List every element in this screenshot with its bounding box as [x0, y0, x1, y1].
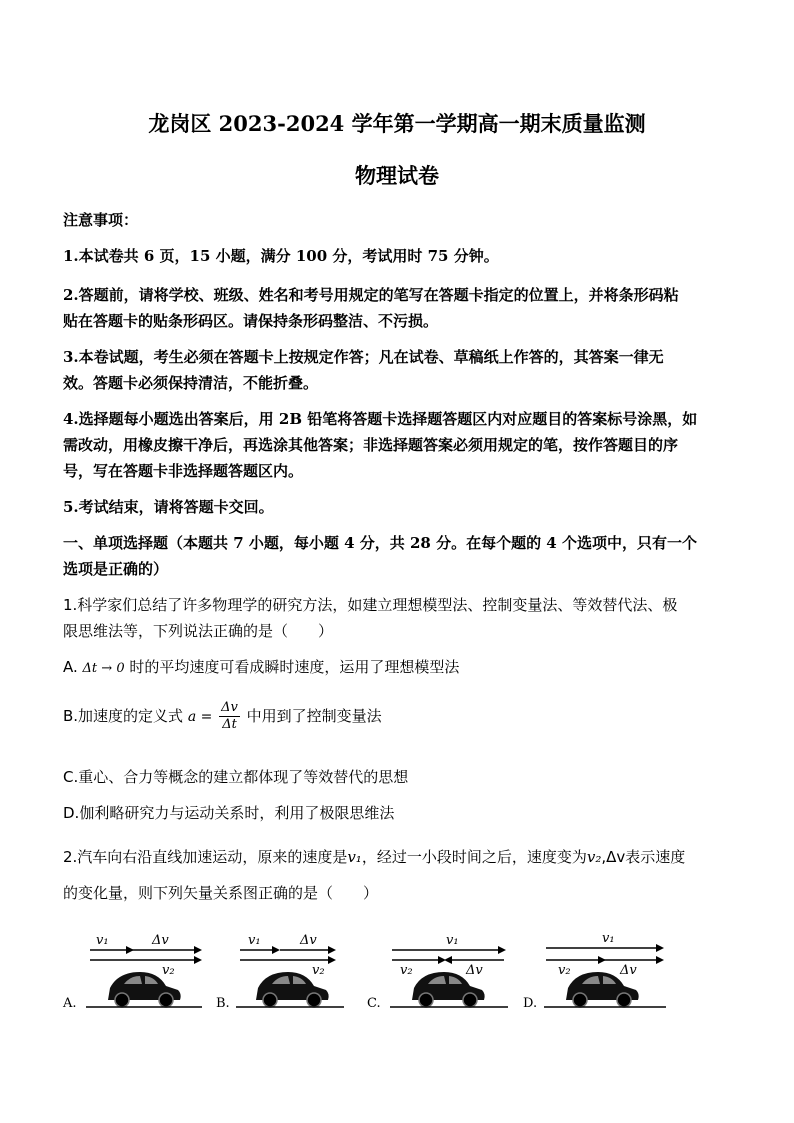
v1-label: v₁ [446, 933, 459, 948]
q2-stem-part: ，经过一小段时间之后，速度变为 [361, 848, 587, 866]
notice-item: 1.本试卷共 6 页，15 小题，满分 100 分，考试用时 75 分钟。 [63, 247, 499, 265]
option-b-lhs: a = [187, 709, 213, 725]
question-1-option-d: D.伽利略研究力与运动关系时，利用了极限思维法 [63, 804, 395, 822]
q2-stem-part: 2.汽车向右沿直线加速运动，原来的速度是 [63, 848, 348, 866]
exam-title: 龙岗区 2023-2024 学年第一学期高一期末质量监测 [148, 111, 646, 136]
notice-item: 号，写在答题卡非选择题答题区内。 [63, 462, 304, 480]
notice-item: 效。答题卡必须保持清洁，不能折叠。 [63, 374, 319, 392]
q2-option-c-label: C. [367, 996, 381, 1011]
option-b-text: 中用到了控制变量法 [246, 707, 382, 725]
vector-arrows [240, 946, 336, 964]
exam-subtitle: 物理试卷 [355, 163, 439, 188]
notice-item: 2.答题前，请将学校、班级、姓名和考号用规定的笔写在答题卡指定的位置上，并将条形码粘 [63, 286, 679, 304]
v2-label: v₂ [558, 963, 571, 978]
question-1-option-a [63, 656, 459, 677]
option-b-fraction [219, 700, 240, 733]
option-b-prefix: B.加速度的定义式 [63, 707, 184, 725]
dv-label: Δv [152, 933, 169, 948]
q2-option-b-diagram [236, 930, 344, 1010]
notice-item: 需改动，用橡皮擦干净后，再选涂其他答案；非选择题答案必须用规定的笔，按作答题目的序 [63, 436, 679, 454]
fraction-denominator: Δt [222, 717, 237, 732]
vector-arrows [392, 946, 506, 964]
dv-label: Δv [620, 963, 637, 978]
q2-option-b-label: B. [216, 996, 230, 1011]
q2-stem-part: ,Δv表示速度 [601, 848, 686, 866]
question-2-stem-cont: 的变化量，则下列矢量关系图正确的是（ ） [63, 884, 379, 902]
q2-option-d-diagram [544, 926, 666, 1010]
q2-option-a-label: A. [63, 996, 77, 1011]
question-1-option-b [63, 700, 382, 733]
notice-item: 5.考试结束，请将答题卡交回。 [63, 498, 274, 516]
dv-label: Δv [300, 933, 317, 948]
question-1-stem-cont: 限思维法等，下列说法正确的是（ ） [63, 622, 334, 640]
vector-arrows [90, 946, 202, 964]
v2-label: v₂ [400, 963, 413, 978]
question-1-option-c: C.重心、合力等概念的建立都体现了等效替代的思想 [63, 768, 409, 786]
q2-v1-symbol: v₁ [347, 848, 362, 866]
q2-option-c-diagram [390, 928, 508, 1010]
notice-item: 4.选择题每小题选出答案后，用 2B 铅笔将答题卡选择题答题区内对应题目的答案标号涂黑，如 [63, 410, 698, 428]
v1-label: v₁ [602, 931, 615, 946]
notice-item: 3.本卷试题，考生必须在答题卡上按规定作答；凡在试卷、草稿纸上作答的，其答案一律无 [63, 348, 664, 366]
fraction-numerator: Δv [221, 700, 238, 715]
v1-label: v₁ [248, 933, 261, 948]
notice-item: 贴在答题卡的贴条形码区。请保持条形码整洁、不污损。 [63, 312, 439, 330]
section-heading-cont: 选项是正确的） [63, 560, 169, 578]
v2-label: v₂ [312, 963, 325, 978]
q2-option-a-diagram [86, 930, 202, 1010]
q2-v2-symbol: v₂ [586, 848, 602, 866]
vector-arrows [546, 944, 664, 964]
notice-heading: 注意事项： [63, 211, 139, 229]
v2-label: v₂ [162, 963, 175, 978]
option-a-prefix: A. [63, 658, 78, 676]
question-2-stem [63, 846, 685, 867]
option-a-text: 时的平均速度可看成瞬时速度，运用了理想模型法 [129, 658, 460, 676]
section-heading: 一、单项选择题（本题共 7 小题，每小题 4 分，共 28 分。在每个题的 4 个选项中，只有一个 [63, 534, 697, 552]
q2-option-d-label: D. [523, 996, 538, 1011]
v1-label: v₁ [96, 933, 109, 948]
question-1-stem: 1.科学家们总结了许多物理学的研究方法，如建立理想模型法、控制变量法、等效替代法、极 [63, 596, 678, 614]
dv-label: Δv [466, 963, 483, 978]
option-a-math: Δt → 0 [82, 661, 125, 676]
